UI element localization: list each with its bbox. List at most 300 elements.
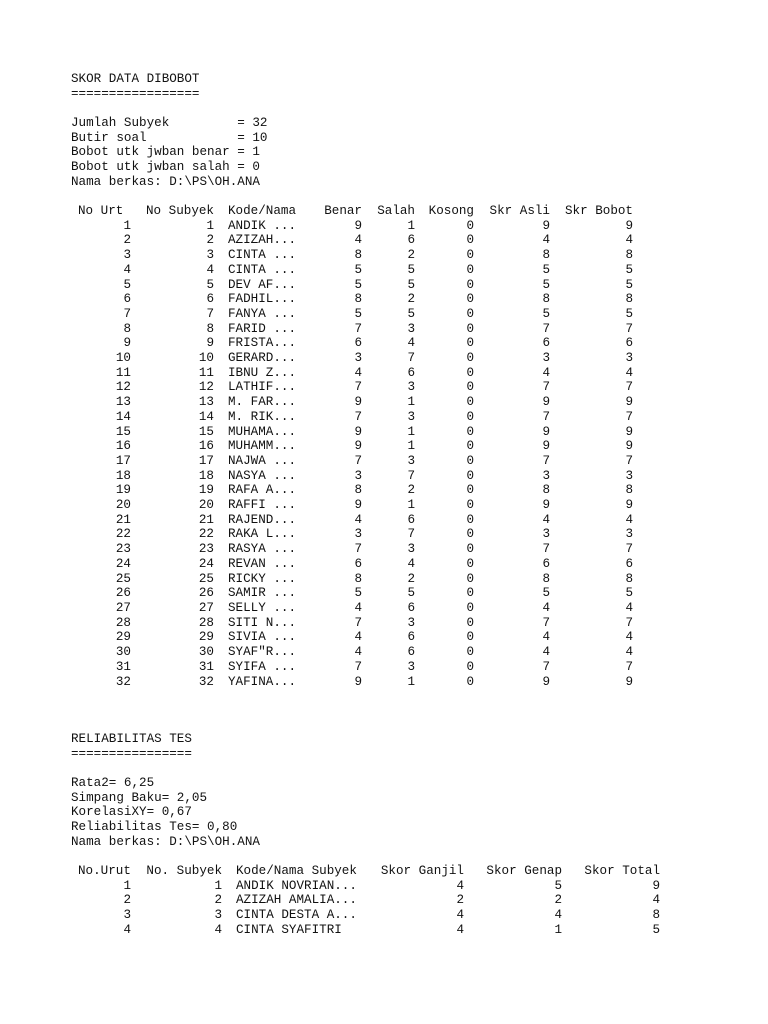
table-cell: 28 <box>115 615 131 630</box>
table-cell: 6 <box>407 645 415 660</box>
table-cell: 24 <box>115 556 131 571</box>
table-cell: 2 <box>407 292 415 307</box>
section-title: SKOR DATA DIBOBOT <box>71 72 200 86</box>
table-cell: 5 <box>625 262 633 277</box>
table-cell: 3 <box>206 248 214 263</box>
table-cell: 4 <box>407 336 415 351</box>
table-cell: 4 <box>354 512 362 527</box>
table-cell: 4 <box>542 512 550 527</box>
table-cell: 7 <box>407 351 415 366</box>
col-header: No.Urut <box>78 864 131 878</box>
table-cell: NASYA ... <box>228 468 297 483</box>
table-cell: 5 <box>407 586 415 601</box>
table-cell: 7 <box>625 542 633 557</box>
table-cell: CINTA ... <box>228 248 297 263</box>
table-cell: 7 <box>542 380 550 395</box>
table-row <box>78 380 633 395</box>
table-cell: ANDIK NOVRIAN... <box>236 878 357 893</box>
table-cell: 1 <box>407 674 415 689</box>
table-cell: AZIZAH... <box>228 233 297 248</box>
table-row <box>78 233 633 248</box>
table-cell: 17 <box>115 453 131 468</box>
table-cell: 6 <box>354 336 362 351</box>
table-cell: 7 <box>542 453 550 468</box>
table-cell: 7 <box>123 306 131 321</box>
info-reliabilitas: Reliabilitas Tes= 0,80 <box>71 820 238 835</box>
table-row <box>78 248 633 263</box>
table-cell: FARID ... <box>228 321 297 336</box>
table-cell: 9 <box>625 674 633 689</box>
table-cell: 11 <box>115 365 131 380</box>
table-cell: 5 <box>625 277 633 292</box>
table-cell: 15 <box>115 424 131 439</box>
col-header: Skor Ganjil <box>380 864 464 878</box>
info-nama-berkas: Nama berkas: D:\PS\OH.ANA <box>71 174 260 189</box>
table-cell: 4 <box>652 893 660 908</box>
table-cell: 0 <box>466 336 474 351</box>
table-cell: 9 <box>354 674 362 689</box>
table-cell: 4 <box>354 365 362 380</box>
table-cell: 4 <box>625 630 633 645</box>
table-cell: 23 <box>115 542 131 557</box>
table-cell: 31 <box>115 659 131 674</box>
table-cell: 30 <box>115 645 131 660</box>
table-cell: 18 <box>198 468 214 483</box>
table-row <box>78 557 633 572</box>
table-cell: ANDIK ... <box>228 218 297 233</box>
table-cell: MUHAMA... <box>228 424 297 439</box>
table-cell: 1 <box>123 878 131 893</box>
table-cell: 4 <box>206 262 214 277</box>
table-cell: M. RIK... <box>228 409 297 424</box>
table-cell: 21 <box>115 512 131 527</box>
table-row <box>78 278 633 293</box>
table-cell: 5 <box>354 306 362 321</box>
info-jumlah-subyek: Jumlah Subyek = 32 <box>71 116 268 131</box>
table-cell: 17 <box>198 453 214 468</box>
table-cell: 1 <box>214 878 222 893</box>
table-cell: 6 <box>206 292 214 307</box>
table-cell: 4 <box>542 630 550 645</box>
table-cell: 1 <box>123 218 131 233</box>
table-cell: 7 <box>542 659 550 674</box>
table-cell: 9 <box>354 395 362 410</box>
table-cell: 0 <box>466 277 474 292</box>
table-cell: 4 <box>625 365 633 380</box>
table-header-row <box>78 204 633 219</box>
table-cell: 9 <box>354 218 362 233</box>
table-cell: 4 <box>354 645 362 660</box>
table-cell: 9 <box>542 439 550 454</box>
table-cell: 9 <box>625 498 633 513</box>
table-cell: 6 <box>407 600 415 615</box>
table-cell: DEV AF... <box>228 277 297 292</box>
table-cell: 29 <box>198 630 214 645</box>
table-cell: 0 <box>466 409 474 424</box>
table-cell: 24 <box>198 556 214 571</box>
table-cell: 2 <box>456 893 464 908</box>
table-cell: 1 <box>407 439 415 454</box>
table-cell: 7 <box>354 542 362 557</box>
table-cell: 4 <box>625 645 633 660</box>
table-cell: 0 <box>466 645 474 660</box>
table-cell: 20 <box>115 498 131 513</box>
table-cell: 7 <box>407 527 415 542</box>
table-cell: LATHIF... <box>228 380 297 395</box>
col-header: Skor Total <box>584 864 660 878</box>
table-cell: 2 <box>214 893 222 908</box>
table-cell: 4 <box>554 908 562 923</box>
table-cell: 5 <box>542 306 550 321</box>
table-cell: RAJEND... <box>228 512 297 527</box>
info-bobot-salah: Bobot utk jwban salah = 0 <box>71 160 260 175</box>
table-cell: 6 <box>625 336 633 351</box>
table-row <box>78 322 633 337</box>
table-cell: 2 <box>123 893 131 908</box>
table-cell: 0 <box>466 218 474 233</box>
table-cell: 13 <box>198 395 214 410</box>
skor-table <box>78 204 633 689</box>
col-header: No Urt <box>78 204 124 218</box>
table-cell: 5 <box>407 277 415 292</box>
table-cell: 11 <box>198 365 214 380</box>
table-row <box>78 893 660 908</box>
table-cell: FRISTA... <box>228 336 297 351</box>
table-cell: 0 <box>466 586 474 601</box>
table-cell: 19 <box>198 483 214 498</box>
table-cell: 0 <box>466 498 474 513</box>
table-cell: SELLY ... <box>228 600 297 615</box>
info-butir-soal: Butir soal = 10 <box>71 130 268 145</box>
table-row <box>78 395 633 410</box>
table-cell: 0 <box>466 380 474 395</box>
table-cell: 7 <box>625 321 633 336</box>
table-cell: FANYA ... <box>228 306 297 321</box>
section-reliabilitas-header <box>71 732 260 850</box>
table-row <box>78 307 633 322</box>
section-underline: ================= <box>71 86 200 101</box>
table-cell: 14 <box>198 409 214 424</box>
table-cell: 0 <box>466 483 474 498</box>
table-cell: 4 <box>456 908 464 923</box>
table-cell: 4 <box>625 233 633 248</box>
table-cell: NAJWA ... <box>228 453 297 468</box>
table-cell: 9 <box>542 424 550 439</box>
table-row <box>78 616 633 631</box>
table-cell: CINTA ... <box>228 262 297 277</box>
table-cell: 6 <box>542 556 550 571</box>
table-cell: 3 <box>407 615 415 630</box>
table-cell: 0 <box>466 600 474 615</box>
table-cell: 2 <box>407 483 415 498</box>
table-cell: 4 <box>354 233 362 248</box>
table-cell: 12 <box>198 380 214 395</box>
table-cell: 9 <box>542 498 550 513</box>
table-cell: 3 <box>123 248 131 263</box>
table-cell: 8 <box>542 292 550 307</box>
table-row <box>78 601 633 616</box>
table-cell: 8 <box>354 248 362 263</box>
table-cell: 7 <box>354 453 362 468</box>
table-cell: 31 <box>198 659 214 674</box>
table-cell: 9 <box>625 439 633 454</box>
table-cell: 14 <box>115 409 131 424</box>
table-cell: 32 <box>198 674 214 689</box>
table-cell: 6 <box>354 556 362 571</box>
table-cell: 5 <box>542 586 550 601</box>
table-row <box>78 586 633 601</box>
table-cell: 0 <box>466 292 474 307</box>
table-cell: 0 <box>466 615 474 630</box>
table-cell: 9 <box>354 424 362 439</box>
table-cell: 27 <box>198 600 214 615</box>
table-row <box>78 425 633 440</box>
table-row <box>78 439 633 454</box>
table-cell: 0 <box>466 542 474 557</box>
table-cell: 4 <box>542 365 550 380</box>
table-cell: SIVIA ... <box>228 630 297 645</box>
table-cell: 5 <box>554 878 562 893</box>
table-cell: 3 <box>354 527 362 542</box>
info-nama-berkas: Nama berkas: D:\PS\OH.ANA <box>71 834 260 849</box>
table-cell: 5 <box>625 586 633 601</box>
table-cell: 1 <box>554 922 562 937</box>
table-cell: RAFFI ... <box>228 498 297 513</box>
table-cell: 5 <box>625 306 633 321</box>
table-cell: 6 <box>625 556 633 571</box>
col-header: No Subyek <box>145 204 214 218</box>
table-cell: 4 <box>123 262 131 277</box>
table-cell: 2 <box>407 248 415 263</box>
table-cell: 21 <box>198 512 214 527</box>
table-cell: 5 <box>542 277 550 292</box>
col-header: Skr Asli <box>489 204 550 218</box>
table-cell: 3 <box>407 380 415 395</box>
table-cell: 7 <box>625 453 633 468</box>
table-cell: 3 <box>407 542 415 557</box>
table-cell: 7 <box>625 380 633 395</box>
table-cell: 5 <box>652 922 660 937</box>
table-cell: 0 <box>466 512 474 527</box>
table-cell: 5 <box>123 277 131 292</box>
table-cell: 9 <box>206 336 214 351</box>
table-row <box>78 292 633 307</box>
table-cell: 23 <box>198 542 214 557</box>
info-rata2: Rata2= 6,25 <box>71 776 155 791</box>
table-cell: 9 <box>542 674 550 689</box>
table-cell: 6 <box>407 365 415 380</box>
table-row <box>78 630 633 645</box>
col-header: Skr Bobot <box>564 204 633 218</box>
table-cell: 6 <box>407 630 415 645</box>
table-cell: 8 <box>542 248 550 263</box>
table-cell: 8 <box>625 571 633 586</box>
table-cell: 25 <box>115 571 131 586</box>
table-cell: 3 <box>625 468 633 483</box>
table-cell: 8 <box>542 483 550 498</box>
table-cell: 27 <box>115 600 131 615</box>
table-cell: 2 <box>554 893 562 908</box>
table-cell: 32 <box>115 674 131 689</box>
table-cell: 13 <box>115 395 131 410</box>
table-cell: 7 <box>625 409 633 424</box>
table-cell: 26 <box>115 586 131 601</box>
table-cell: IBNU Z... <box>228 365 297 380</box>
table-cell: SAMIR ... <box>228 586 297 601</box>
table-cell: 4 <box>354 600 362 615</box>
table-cell: 22 <box>115 527 131 542</box>
table-cell: 4 <box>123 922 131 937</box>
table-cell: 6 <box>123 292 131 307</box>
table-cell: 0 <box>466 453 474 468</box>
table-cell: 4 <box>542 233 550 248</box>
table-row <box>78 498 633 513</box>
table-cell: YAFINA... <box>228 674 297 689</box>
table-row <box>78 263 633 278</box>
table-cell: 29 <box>115 630 131 645</box>
table-cell: 8 <box>625 292 633 307</box>
table-cell: 0 <box>466 556 474 571</box>
table-cell: 6 <box>407 233 415 248</box>
table-cell: 9 <box>625 218 633 233</box>
table-cell: 26 <box>198 586 214 601</box>
info-simpang-baku: Simpang Baku= 2,05 <box>71 790 208 805</box>
table-cell: 7 <box>407 468 415 483</box>
table-cell: 3 <box>542 468 550 483</box>
table-cell: 5 <box>354 277 362 292</box>
table-cell: 7 <box>354 659 362 674</box>
table-cell: 22 <box>198 527 214 542</box>
table-row <box>78 542 633 557</box>
table-header-row <box>78 864 660 879</box>
table-cell: 4 <box>456 878 464 893</box>
table-cell: 7 <box>206 306 214 321</box>
table-cell: 0 <box>466 248 474 263</box>
table-cell: 0 <box>466 365 474 380</box>
table-cell: 4 <box>214 922 222 937</box>
table-cell: 0 <box>466 321 474 336</box>
table-cell: 8 <box>354 483 362 498</box>
table-row <box>78 572 633 587</box>
table-cell: 0 <box>466 395 474 410</box>
table-cell: 9 <box>625 395 633 410</box>
table-cell: CINTA SYAFITRI <box>236 922 342 937</box>
section-title: RELIABILITAS TES <box>71 732 192 746</box>
table-cell: 7 <box>542 542 550 557</box>
table-cell: 3 <box>625 351 633 366</box>
table-cell: 4 <box>354 630 362 645</box>
table-cell: 7 <box>542 409 550 424</box>
info-bobot-benar: Bobot utk jwban benar = 1 <box>71 145 260 160</box>
table-cell: 16 <box>115 439 131 454</box>
table-cell: 9 <box>542 395 550 410</box>
table-row <box>78 513 633 528</box>
table-cell: 9 <box>354 439 362 454</box>
table-cell: 0 <box>466 233 474 248</box>
table-row <box>78 879 660 894</box>
table-row <box>78 469 633 484</box>
table-row <box>78 660 633 675</box>
table-cell: 5 <box>206 277 214 292</box>
section-skor-header <box>71 72 268 190</box>
table-cell: 1 <box>206 218 214 233</box>
table-cell: 3 <box>407 453 415 468</box>
table-cell: 4 <box>625 512 633 527</box>
table-cell: 5 <box>354 586 362 601</box>
table-cell: 0 <box>466 439 474 454</box>
table-cell: 0 <box>466 262 474 277</box>
table-cell: 3 <box>123 908 131 923</box>
table-row <box>78 527 633 542</box>
col-header: Skor Genap <box>486 864 562 878</box>
table-cell: 1 <box>407 424 415 439</box>
table-cell: 3 <box>542 351 550 366</box>
table-cell: M. FAR... <box>228 395 297 410</box>
table-cell: 30 <box>198 645 214 660</box>
table-cell: MUHAMM... <box>228 439 297 454</box>
table-cell: AZIZAH AMALIA... <box>236 893 357 908</box>
table-cell: 16 <box>198 439 214 454</box>
table-cell: 9 <box>123 336 131 351</box>
table-cell: 8 <box>625 248 633 263</box>
table-cell: 0 <box>466 571 474 586</box>
col-header: Kode/Nama Subyek <box>236 864 357 878</box>
table-cell: 8 <box>123 321 131 336</box>
reliabilitas-table <box>78 864 660 938</box>
table-cell: 8 <box>354 571 362 586</box>
table-cell: 3 <box>625 527 633 542</box>
table-cell: 4 <box>456 922 464 937</box>
col-header: Benar <box>324 204 362 218</box>
table-cell: 10 <box>115 351 131 366</box>
table-cell: 2 <box>123 233 131 248</box>
table-cell: 0 <box>466 468 474 483</box>
table-row <box>78 483 633 498</box>
table-cell: RAFA A... <box>228 483 297 498</box>
table-cell: 8 <box>625 483 633 498</box>
table-row <box>78 219 633 234</box>
col-header: Kosong <box>428 204 474 218</box>
table-cell: 7 <box>542 615 550 630</box>
table-cell: 19 <box>115 483 131 498</box>
table-cell: 8 <box>652 908 660 923</box>
info-korelasi: KorelasiXY= 0,67 <box>71 805 192 820</box>
table-cell: 3 <box>407 321 415 336</box>
table-cell: 3 <box>542 527 550 542</box>
table-cell: 8 <box>206 321 214 336</box>
table-cell: 0 <box>466 659 474 674</box>
table-cell: 7 <box>542 321 550 336</box>
table-cell: 3 <box>214 908 222 923</box>
table-cell: 3 <box>354 468 362 483</box>
table-cell: 7 <box>354 615 362 630</box>
table-cell: RASYA ... <box>228 542 297 557</box>
table-cell: SITI N... <box>228 615 297 630</box>
table-cell: 4 <box>407 556 415 571</box>
table-cell: 7 <box>354 380 362 395</box>
table-cell: 0 <box>466 424 474 439</box>
table-row <box>78 908 660 923</box>
section-underline: ================ <box>71 746 192 761</box>
table-row <box>78 410 633 425</box>
table-row <box>78 351 633 366</box>
table-cell: 4 <box>542 645 550 660</box>
table-cell: 6 <box>542 336 550 351</box>
table-cell: 2 <box>407 571 415 586</box>
table-cell: SYAF"R... <box>228 645 297 660</box>
table-cell: 9 <box>652 878 660 893</box>
table-cell: 28 <box>198 615 214 630</box>
